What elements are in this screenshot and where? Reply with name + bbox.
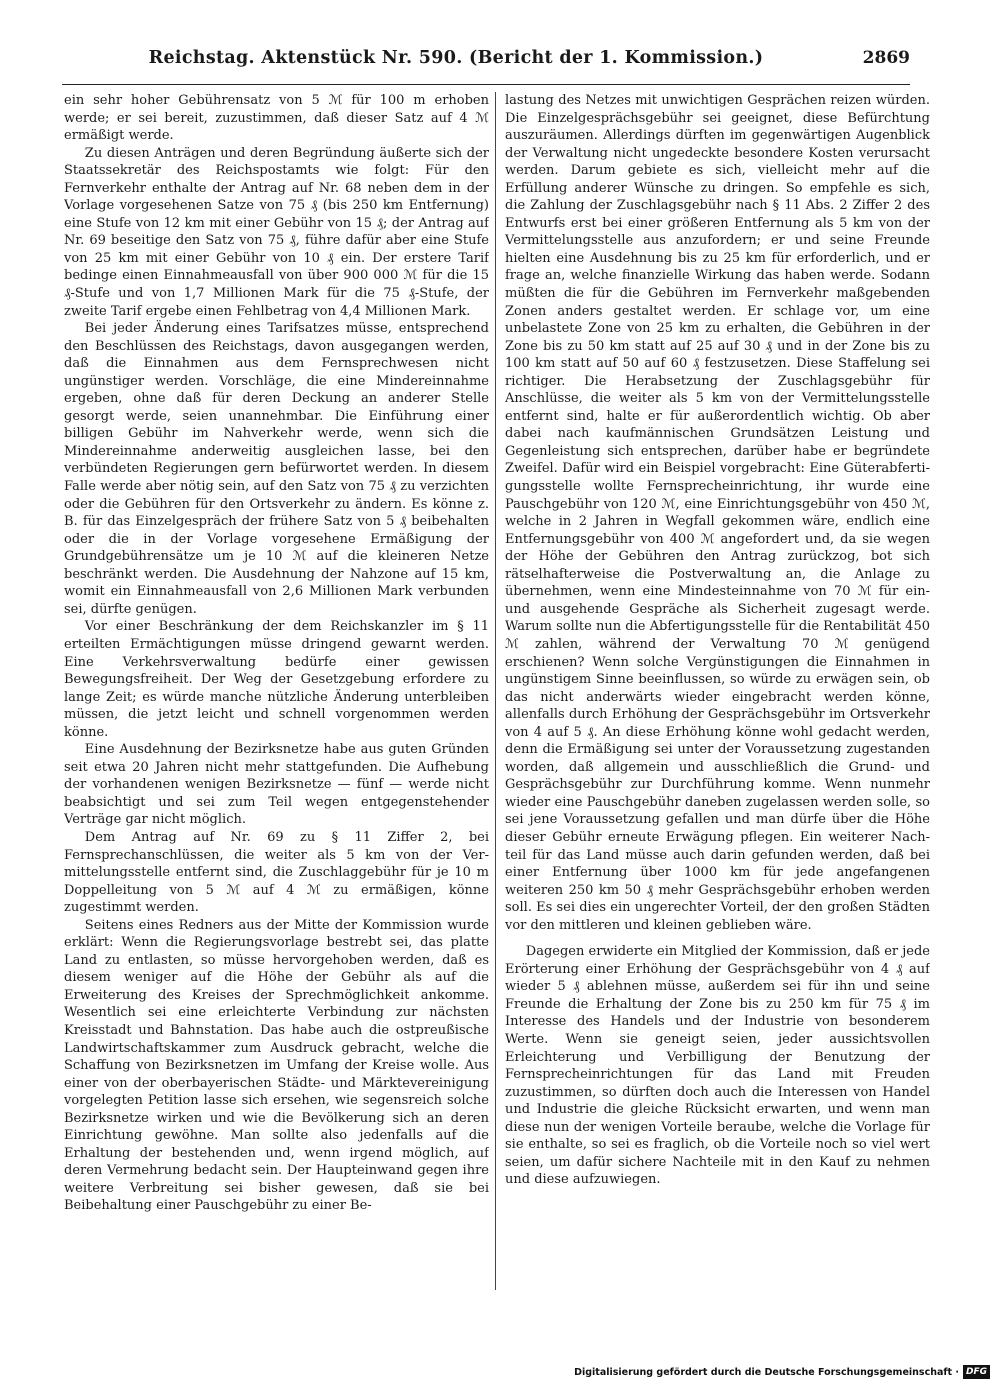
page-header	[62, 44, 910, 84]
column-divider	[495, 92, 496, 1290]
paragraph: Dagegen erwiderte ein Mitglied der Kommission, daß er jede Erörterung einer Erhöhung der Gesprächsgebühr von 4 ₰ auf wieder 5 ₰ ablehnen müsse, außerdem sei für ihn und seine Freunde die Erhaltung der Zone bis zu 250 km für 75 ₰ im Interesse des Handels und der Industrie von besonderem Werte. Wenn sie geneigt seien, jeder aussichtsvollen Erleichterung und Verbilligung der Benutzung der Fernsprecheinrichtungen für das Land mit Freuden zuzustimmen, so dürften doch auch die Interessen von Handel und Industrie die gleiche Rücksicht erwarten, und wenn man diese nun der wenigen Vorteile beraube, welche die Vorlage für sie enthalte, so sei es fraglich, ob die Vorteile noch so viel wert seien, um dafür sichere Nachteile mit in den Kauf zu nehmen und diese aufzuwiegen.	[505, 944, 930, 1188]
paragraph: Seitens eines Redners aus der Mitte der Kommission wurde erklärt: Wenn die Regierungsvorlage bestrebt sei, das platte Land zu entlasten, so müsse hervorgehoben werden, daß es diesem weniger auf die Höhe der Gebühr als auf die Erweiterung des Kreises der Sprechmöglichkeit ankomme. Wesentlich sei eine erleichterte Verbindung zur nächsten Kreisstadt und Bahnstation. Das habe auch die ostpreußische Landwirtschaftskammer zum Ausdruck gebracht, welche die Schaffung von Bezirksnetzen im Umfang der Kreise wolle. Aus einer von der oberbayerischen Städte- und Märktevereinigung vorgelegten Petition lasse sich ersehen, wie segensreich solche Bezirksnetze wirken und wie die Bevölkerung sich an deren Einrichtung gewöhne. Man sollte also jedenfalls auf die Erhaltung der bestehenden und, wenn irgend möglich, auf deren Vermehrung bedacht sein. Der Haupteinwand gegen ihre weitere Verbreitung sei bisher gewesen, daß sie bei Beibehaltung einer Pauschgebühr zu einer Be-	[64, 917, 489, 1214]
paragraph: lastung des Netzes mit unwichtigen Gesprächen reizen würden. Die Einzelgesprächsgebühr sei geeignet, diese Befürchtung auszuräumen. Allerdings dürften im gegenwärtigen Augenblick der Verwaltung nicht ungedeckte besondere Kosten verursacht werden. Darum gebiete es sich, vielleicht mehr auf die Erfüllung anderer Wünsche zu dringen. So empfehle es sich, die Zahlung der Zuschlagsgebühr nach § 11 Abs. 2 Ziffer 2 des Entwurfs erst bei einer größeren Entfernung als 5 km von der Vermittelungsstelle aus anzufordern; er und seine Freunde hielten eine Ausdehnung bis zu 25 km für erforderlich, und er frage an, welche finanzielle Wirkung das haben werde. Sodann müßten die für die Gebühren im Fernverkehr maßgebenden Zonen anders gestaltet werden. Er schlage vor, um eine unbelastete Zone von 25 km zu erhalten, die Gebühren in der Zone bis zu 50 km statt auf 25 auf 30 ₰ und in der Zone bis zu 100 km statt auf 50 auf 60 ₰ festzusetzen. Diese Staffelung sei richtiger. Die Herabsetzung der Zuschlagsgebühr für Anschlüsse, die weiter als 5 km von der Vermittelungsstelle entfernt sind, halte er für außerordentlich wichtig. Ob aber dabei nach kaufmännischen Grundsätzen Leistung und Gegenleistung sich entsprechen, darüber habe er begründete Zweifel. Dafür wird ein Beispiel vorgebracht: Eine Güterabfertigungsstelle wollte Fernsprecheinrichtung, ihr wurde eine Pauschgebühr von 120 ℳ, eine Einrichtungsgebühr von 450 ℳ, welche in 2 Jahren in Wegfall gekommen wäre, endlich eine Entfernungsgebühr von 400 ℳ angefordert und, da sie wegen der Höhe der Gebühren den Antrag zurückzog, bot sich rätselhafterweise die Postverwaltung an, die Anlage zu übernehmen, wenn eine Mindesteinnahme von 70 ℳ für ein- und ausgehende Gespräche als Sicherheit zugesagt werde. Warum sollte nun die Abfertigungsstelle für die Rentabilität 450 ℳ zahlen, während der Verwaltung 70 ℳ genügend erschienen? Wenn solche Vergünstigungen die Einnahmen in ungünstigem Sinne beeinflussen, so würde zu erwägen sein, ob das nicht anderwärts wieder eingebracht werden könne, allenfalls durch Erhöhung der Gesprächsgebühr im Ortsverkehr von 4 auf 5 ₰. An diese Erhöhung könne wohl gedacht werden, denn die Ermäßigung sei unter der Voraussetzung zugestanden worden, daß allgemein und ausschließlich die Grund- und Gesprächsgebühr zur Durchführung komme. Wenn nunmehr wieder eine Pauschgebühr daneben zugelassen werden solle, so sei jene Voraussetzung gefallen und man dürfe über die Höhe dieser Gebühr erneute Erwägung pflegen. Ein weiterer Nachteil für das Land müsse auch darin gefunden werden, daß bei einer Entfernung über 1000 km für jede angefangenen weiteren 250 km 50 ₰ mehr Gesprächsgebühr erhoben werden soll. Es sei dies ein ungerechter Vorteil, der den großen Städten vor den mittleren und kleinen geblieben wäre.	[505, 93, 930, 933]
left-column	[64, 92, 489, 1292]
paragraph: ein sehr hoher Gebührensatz von 5 ℳ für 100 m erhoben werde; er sei bereit, zuzustimmen, daß dieser Satz auf 4 ℳ ermäßigt werde.	[64, 93, 489, 144]
paragraph: Dem Antrag auf Nr. 69 zu § 11 Ziffer 2, bei Fernsprechanschlüssen, die weiter als 5 km von der Vermittelungsstelle entfernt sind, die Zuschlaggebühr für je 10 m Doppelleitung von 5 ℳ auf 4 ℳ zu ermäßigen, könne zugestimmt werden.	[64, 829, 489, 916]
paragraph: Bei jeder Änderung eines Tarifsatzes müsse, entsprechend den Beschlüssen des Reichstags, davon ausgegangen werden, daß die Einnahmen aus dem Fernsprechwesen nicht ungünstiger werden. Vorschläge, die eine Mindereinnahme ergeben, ohne daß für deren Deckung an anderer Stelle gesorgt werde, seien unannehmbar. Die Einführung einer billigen Gebühr im Nahverkehr werde, wenn sich die Mindereinnahme anderweitig ausgleichen lasse, bei den verbündeten Regierungen gern befürwortet werden. In diesem Falle werde aber nötig sein, auf den Satz von 75 ₰ zu verzichten oder die Gebühren für den Ortsverkehr zu ändern. Es könne z. B. für das Einzelgespräch der frühere Satz von 5 ₰ beibehalten oder die in der Vorlage vorgesehene Ermäßigung der Grundgebührensätze um je 10 ℳ auf die kleineren Netze beschränkt werden. Die Ausdehnung der Nahzone auf 15 km, womit ein Einnahmeausfall von 2,6 Millionen Mark verbunden sei, dürfte genügen.	[64, 321, 489, 617]
right-column	[505, 92, 930, 1292]
paragraph: Eine Ausdehnung der Bezirksnetze habe aus guten Gründen seit etwa 20 Jahren nicht mehr stattgefunden. Die Aufhebung der vorhandenen wenigen Bezirksnetze — fünf — werde nicht beabsichtigt und sei zum Teil wegen entgegenstehender Verträge gar nicht möglich.	[64, 742, 489, 828]
footer-credit: Digitalisierung gefördert durch die Deutsche Forschungsgemeinschaft ·	[574, 1366, 959, 1378]
header-rule	[62, 84, 910, 85]
paragraph: Zu diesen Anträgen und deren Begründung äußerte sich der Staatssekretär des Reichspostamts wie folgt: Für den Fernverkehr enthalte der Antrag auf Nr. 68 neben dem in der Vorlage vorgesehenen Satze von 75 ₰ (bis 250 km Entfernung) eine Stufe von 12 km mit einer Gebühr von 15 ₰; der Antrag auf Nr. 69 beseitige den Satz von 75 ₰, führe dafür aber eine Stufe von 25 km mit einer Gebühr von 10 ₰ ein. Der erstere Tarif bedinge einen Einnahmeausfall von über 900 000 ℳ für die 15 ₰-Stufe und von 1,7 Millionen Mark für die 75 ₰-Stufe, der zweite Tarif ergebe einen Fehlbetrag von 4,4 Millionen Mark.	[64, 145, 489, 319]
paragraph: Vor einer Beschränkung der dem Reichskanzler im § 11 erteilten Ermächtigungen müsse dringend gewarnt werden. Eine Verkehrsverwaltung bedürfe einer gewissen Bewegungsfreiheit. Der Weg der Gesetzgebung erfordere zu lange Zeit; es würde manche nützliche Änderung unterbleiben müssen, die jetzt leicht und schnell vorgenommen werden könne.	[64, 619, 489, 740]
header-title: Reichstag. Aktenstück Nr. 590. (Bericht der 1. Kommission.)	[148, 48, 764, 68]
dfg-logo: DFG	[963, 1365, 990, 1379]
page-footer	[574, 1364, 990, 1380]
page-number: 2869	[862, 48, 910, 68]
